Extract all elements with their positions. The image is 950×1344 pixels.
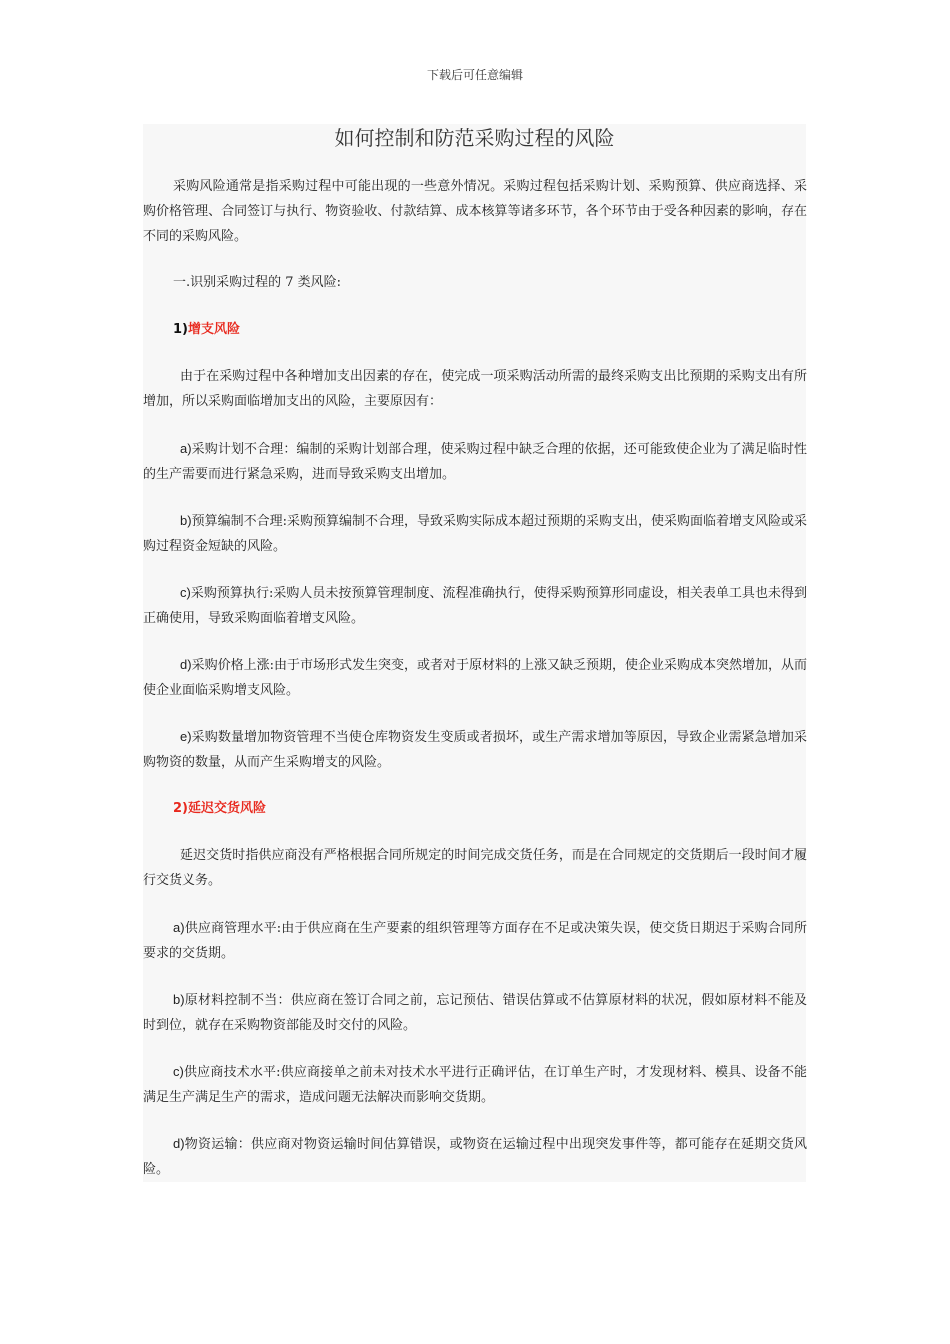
risk1-item-a: a)采购计划不合理：编制的采购计划部合理，使采购过程中缺乏合理的依据，还可能致使企业为了满足临时性的生产需要而进行紧急采购，进而导致采购支出增加。	[143, 441, 807, 482]
risk2-item-a: a)供应商管理水平:由于供应商在生产要素的组织管理等方面存在不足或决策失误，使交货日期迟于采购合同所要求的交货期。	[143, 920, 807, 961]
section-heading: 一.识别采购过程的 7 类风险:	[173, 275, 342, 290]
risk1-title: 增支风险	[188, 322, 241, 337]
risk1-description: 由于在采购过程中各种增加支出因素的存在，使完成一项采购活动所需的最终采购支出比预期的采购支出有所增加，所以采购面临增加支出的风险，主要原因有：	[143, 369, 807, 409]
risk2-title: 延迟交货风险	[188, 801, 267, 816]
risk1-item-c: c)采购预算执行:采购人员未按预算管理制度、流程准确执行，使得采购预算形同虚设，相关表单工具也未得到正确使用，导致采购面临着增支风险。	[143, 585, 807, 626]
risk1-heading	[173, 320, 240, 340]
risk1-item-b: b)预算编制不合理:采购预算编制不合理，导致采购实际成本超过预期的采购支出，使采购面临着增支风险或采购过程资金短缺的风险。	[143, 513, 807, 554]
risk1-number: 1)	[173, 322, 188, 337]
risk2-description: 延迟交货时指供应商没有严格根据合同所规定的时间完成交货任务，而是在合同规定的交货期后一段时间才履行交货义务。	[143, 848, 807, 888]
risk2-item-d: d)物资运输：供应商对物资运输时间估算错误，或物资在运输过程中出现突发事件等，都可能存在延期交货风险。	[143, 1136, 807, 1177]
risk2-item-b: b)原材料控制不当：供应商在签订合同之前，忘记预估、错误估算或不估算原材料的状况，假如原材料不能及时到位，就存在采购物资部能及时交付的风险。	[143, 992, 807, 1033]
page-header: 下载后可任意编辑	[426, 68, 523, 82]
risk1-item-d: d)采购价格上涨:由于市场形式发生突变，或者对于原材料的上涨又缺乏预期，使企业采购成本突然增加，从而使企业面临采购增支风险。	[143, 657, 807, 698]
intro-paragraph: 采购风险通常是指采购过程中可能出现的一些意外情况。采购过程包括采购计划、采购预算、供应商选择、采购价格管理、合同签订与执行、物资验收、付款结算、成本核算等诸多环节，各个环节由于受各种因素的影响，存在不同的采购风险。	[143, 179, 807, 244]
document-title: 如何控制和防范采购过程的风险	[334, 126, 615, 150]
risk2-item-c: c)供应商技术水平:供应商接单之前未对技术水平进行正确评估，在订单生产时，才发现材料、模具、设备不能满足生产满足生产的需求，造成问题无法解决而影响交货期。	[143, 1064, 807, 1105]
risk2-heading	[173, 799, 266, 819]
risk1-item-e: e)采购数量增加物资管理不当使仓库物资发生变质或者损坏，或生产需求增加等原因，导致企业需紧急增加采购物资的数量，从而产生采购增支的风险。	[143, 729, 807, 770]
risk2-number: 2)	[173, 801, 188, 816]
